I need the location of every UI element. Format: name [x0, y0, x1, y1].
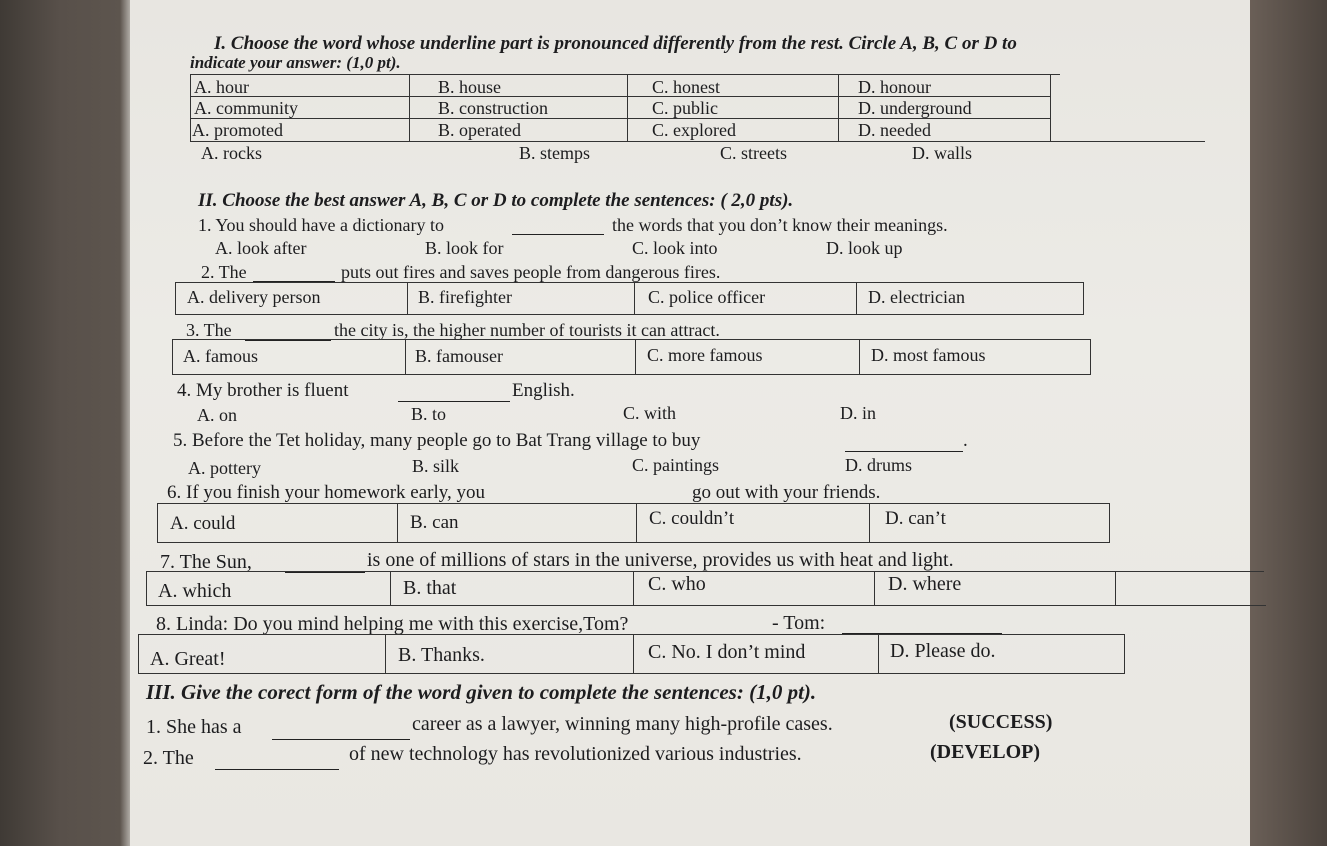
q4-stem-part2: English.: [512, 380, 575, 401]
q6-option-a[interactable]: A. could: [170, 513, 236, 534]
q1-option-b[interactable]: B. look for: [425, 238, 504, 258]
s1-row4-option-c[interactable]: C. streets: [720, 143, 787, 163]
q7-option-b[interactable]: B. that: [403, 577, 457, 599]
section1-heading-line1: I. Choose the word whose underline part is pronounced differently from the rest. Circle A, B, C or D to: [214, 33, 1017, 54]
s1-row4-option-a[interactable]: A. rocks: [201, 143, 262, 163]
q2-stem-part2: puts out fires and saves people from dangerous fires.: [341, 262, 721, 282]
s1-row4-option-d[interactable]: D. walls: [912, 143, 972, 163]
q7-option-a[interactable]: A. which: [158, 580, 232, 602]
q1-stem-part2: the words that you don’t know their meanings.: [612, 215, 948, 235]
section3-heading: III. Give the corect form of the word given to complete the sentences: (1,0 pt).: [146, 680, 817, 704]
s1-row3-option-c[interactable]: C. explored: [652, 120, 736, 140]
q4-option-d[interactable]: D. in: [840, 403, 876, 423]
q8-option-d[interactable]: D. Please do.: [890, 640, 996, 662]
q3-option-b[interactable]: B. famouser: [415, 346, 503, 366]
q8-option-c[interactable]: C. No. I don’t mind: [648, 641, 806, 663]
q5-stem-part2: .: [963, 430, 968, 451]
q8-option-a[interactable]: A. Great!: [150, 648, 226, 670]
q3-option-a[interactable]: A. famous: [183, 346, 258, 366]
q4-option-c[interactable]: C. with: [623, 403, 677, 423]
q2-stem-part1: 2. The: [201, 262, 247, 282]
s1-row1-option-c[interactable]: C. honest: [652, 77, 721, 97]
q2-option-d[interactable]: D. electrician: [868, 287, 965, 307]
q1-blank[interactable]: [512, 234, 604, 235]
s3-q1-stem-part2: career as a lawyer, winning many high-profile cases.: [412, 713, 833, 735]
q6-option-b[interactable]: B. can: [410, 512, 459, 533]
q5-option-c[interactable]: C. paintings: [632, 455, 720, 475]
q1-option-d[interactable]: D. look up: [826, 238, 903, 258]
s3-q1-root-word: (SUCCESS): [949, 711, 1053, 733]
q2-option-a[interactable]: A. delivery person: [187, 287, 321, 307]
s3-q2-stem-part2: of new technology has revolutionized various industries.: [349, 743, 802, 765]
q3-stem-part2: the city is, the higher number of tourists it can attract.: [334, 320, 720, 340]
s1-row2-option-d[interactable]: D. underground: [858, 98, 972, 118]
s1-row3-option-a[interactable]: A. promoted: [192, 120, 283, 140]
q5-option-a[interactable]: A. pottery: [188, 458, 261, 478]
s1-row1-option-a[interactable]: A. hour: [194, 77, 249, 97]
section1-heading-line2: indicate your answer: (1,0 pt).: [190, 53, 401, 72]
q8-stem-part1: 8. Linda: Do you mind helping me with this exercise,Tom?: [156, 613, 629, 635]
q6-option-c[interactable]: C. couldn’t: [649, 508, 735, 529]
q6-stem-part1: 6. If you finish your homework early, you: [167, 482, 486, 503]
s3-q1-stem-part1: 1. She has a: [146, 716, 242, 738]
s1-row3-option-d[interactable]: D. needed: [858, 120, 931, 140]
q6-option-d[interactable]: D. can’t: [885, 508, 946, 529]
q4-option-a[interactable]: A. on: [197, 405, 237, 425]
q7-option-c[interactable]: C. who: [648, 573, 706, 595]
q2-option-b[interactable]: B. firefighter: [418, 287, 512, 307]
q5-blank[interactable]: [845, 451, 963, 452]
q8-stem-part2: - Tom:: [772, 612, 826, 634]
q2-option-c[interactable]: C. police officer: [648, 287, 766, 307]
s1-row3-option-b[interactable]: B. operated: [438, 120, 521, 140]
q7-option-d[interactable]: D. where: [888, 573, 962, 595]
q7-stem-part2: is one of millions of stars in the universe, provides us with heat and light.: [367, 549, 954, 571]
s1-row4-option-b[interactable]: B. stemps: [519, 143, 591, 163]
s1-row2-option-c[interactable]: C. public: [652, 98, 718, 118]
q5-option-d[interactable]: D. drums: [845, 455, 912, 475]
q4-option-b[interactable]: B. to: [411, 404, 447, 424]
s1-row2-option-b[interactable]: B. construction: [438, 98, 548, 118]
s1-row2-option-a[interactable]: A. community: [194, 98, 298, 118]
q4-blank[interactable]: [398, 401, 510, 402]
q5-stem-part1: 5. Before the Tet holiday, many people go to Bat Trang village to buy: [173, 430, 701, 451]
s1-row1-option-b[interactable]: B. house: [438, 77, 501, 97]
q5-option-b[interactable]: B. silk: [412, 456, 460, 476]
s3-q2-root-word: (DEVELOP): [930, 741, 1040, 763]
s3-q2-stem-part1: 2. The: [143, 747, 194, 769]
q7-stem-part1: 7. The Sun,: [160, 551, 252, 573]
q3-stem-part1: 3. The: [186, 320, 232, 340]
q1-stem-part1: 1. You should have a dictionary to: [198, 215, 444, 235]
q3-option-c[interactable]: C. more famous: [647, 345, 763, 365]
s1-row1-option-d[interactable]: D. honour: [858, 77, 931, 97]
q1-option-a[interactable]: A. look after: [215, 238, 307, 258]
section2-heading: II. Choose the best answer A, B, C or D to complete the sentences: ( 2,0 pts).: [198, 190, 794, 211]
q7-blank[interactable]: [285, 572, 365, 573]
q4-stem-part1: 4. My brother is fluent: [177, 380, 349, 401]
s3-q2-blank[interactable]: [215, 769, 339, 770]
q1-option-c[interactable]: C. look into: [632, 238, 718, 258]
s3-q1-blank[interactable]: [272, 739, 410, 740]
q3-option-d[interactable]: D. most famous: [871, 345, 986, 365]
q8-option-b[interactable]: B. Thanks.: [398, 644, 485, 666]
q6-stem-part2: go out with your friends.: [692, 482, 881, 503]
